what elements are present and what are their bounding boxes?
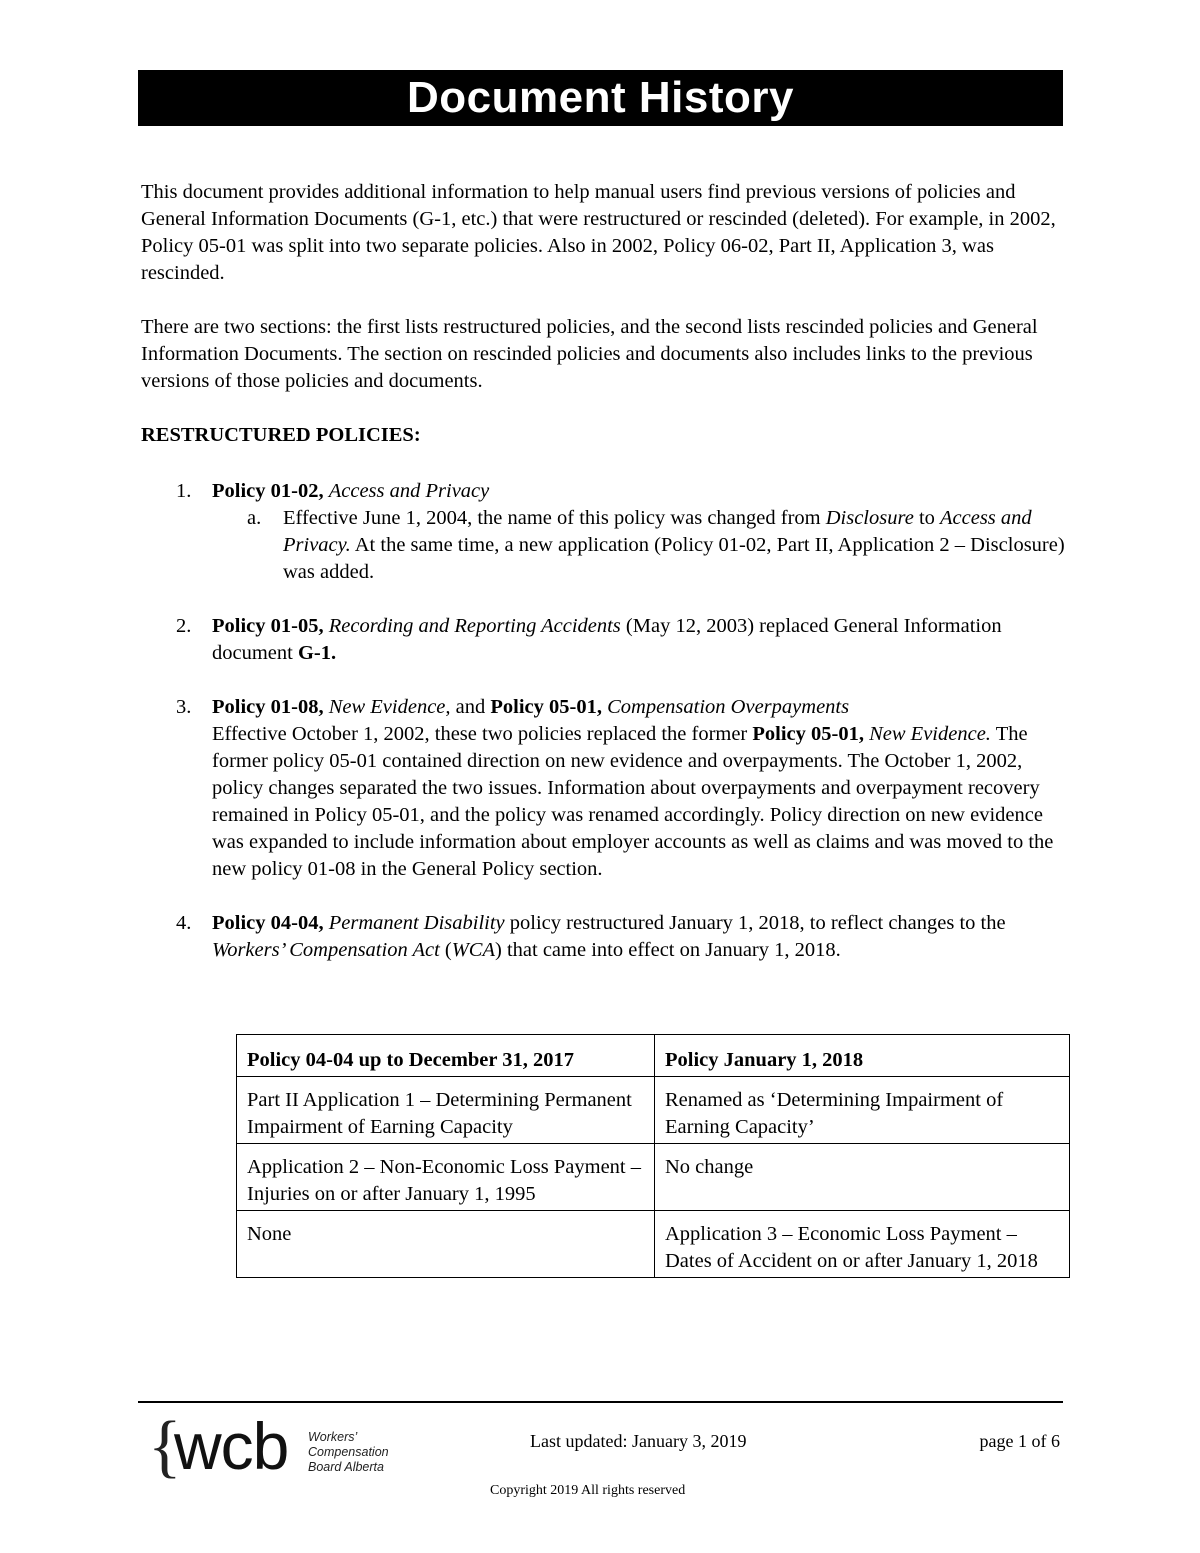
- intro-paragraph-2: There are two sections: the first lists restructured policies, and the second lists rescinded policies and General Information Documents. The section on rescinded policies and documents also includes links to the previous versions of those policies and documents.: [141, 316, 1038, 392]
- section-heading: RESTRUCTURED POLICIES:: [141, 424, 421, 446]
- table-cell: Part II Application 1 – Determining Permanent Impairment of Earning Capacity: [237, 1077, 655, 1144]
- sub-text: At the same time, a new application (Policy 01-02, Part II, Application 2 – Disclosure) was added.: [283, 534, 1065, 583]
- list-item: [141, 478, 1066, 586]
- table-row: [237, 1144, 1070, 1211]
- list-item: [141, 910, 1066, 964]
- item-number: 2.: [176, 615, 192, 637]
- org-line: Workers’: [308, 1430, 358, 1444]
- logo-text: wcb: [174, 1409, 289, 1483]
- policy-id: Policy 01-05,: [212, 615, 324, 637]
- item-number: 3.: [176, 696, 192, 718]
- policy-id: Policy 04-04,: [212, 912, 324, 934]
- table-cell: Application 3 – Economic Loss Payment – Dates of Accident on or after January 1, 2018: [655, 1211, 1070, 1278]
- copyright: Copyright 2019 All rights reserved: [490, 1483, 686, 1498]
- item-number: 4.: [176, 912, 192, 934]
- table-row: [237, 1211, 1070, 1278]
- item-text: policy restructured January 1, 2018, to reflect changes to the: [509, 912, 1006, 934]
- item-text: The former policy 05-01 contained direction on new evidence and overpayments. The October 1, 2002, policy changes separated the two issues. Information about overpayments and overpayment recovery remained in Policy 05-01, and the policy was renamed accordingly. Policy direction on new evidence was expanded to include information about employer accounts as well as claims and was moved to the new policy 01-08 in the General Policy section.: [212, 723, 1054, 880]
- document-ref: G-1.: [297, 642, 337, 664]
- last-updated: Last updated: January 3, 2019: [530, 1431, 747, 1451]
- list-item: [141, 694, 1066, 883]
- org-line: Compensation: [308, 1445, 389, 1459]
- sub-item-label: a.: [247, 507, 262, 529]
- policy-name: Access and Privacy: [328, 480, 490, 502]
- policy-id: Policy 05-01,: [752, 723, 864, 745]
- policy-name: Permanent Disability: [328, 912, 505, 934]
- policy-name: New Evidence.: [869, 723, 991, 745]
- item-text: (: [444, 939, 452, 961]
- organization-name: [308, 1430, 389, 1475]
- table-row: [237, 1077, 1070, 1144]
- page-title: Document History: [138, 70, 1063, 126]
- table-header: Policy 04-04 up to December 31, 2017: [237, 1035, 655, 1077]
- act-name: Workers’ Compensation Act: [212, 939, 440, 961]
- wcb-logo: [148, 1408, 413, 1487]
- list-item: [141, 613, 1066, 667]
- policy-name: Recording and Reporting Accidents: [328, 615, 621, 637]
- old-name: Disclosure: [825, 507, 914, 529]
- table-header-row: [237, 1035, 1070, 1077]
- policy-name: New Evidence,: [328, 696, 451, 718]
- table-cell: Renamed as ‘Determining Impairment of Earning Capacity’: [655, 1077, 1070, 1144]
- table-cell: Application 2 – Non-Economic Loss Payment – Injuries on or after January 1, 1995: [237, 1144, 655, 1211]
- policy-id: Policy 05-01,: [490, 696, 602, 718]
- policy-id: Policy 01-02,: [212, 480, 324, 502]
- item-text: Effective October 1, 2002, these two policies replaced the former: [212, 723, 748, 745]
- footer-divider: [138, 1401, 1063, 1403]
- item-number: 1.: [176, 480, 192, 502]
- sub-text: to: [918, 507, 935, 529]
- item-text: and: [455, 696, 486, 718]
- item-text: (May 12, 2003) replaced General Information document: [212, 615, 1002, 664]
- sub-text: Effective June 1, 2004, the name of this policy was changed from: [283, 507, 821, 529]
- sub-item: [212, 505, 1066, 586]
- policy-name: Compensation Overpayments: [607, 696, 850, 718]
- new-name: Access and Privacy.: [283, 507, 1032, 556]
- item-text: ) that came into effect on January 1, 2018.: [495, 939, 841, 961]
- org-line: Board Alberta: [308, 1460, 384, 1474]
- policy-comparison-table: [236, 1034, 1070, 1278]
- page-number: page 1 of 6: [979, 1431, 1060, 1451]
- table-cell: None: [237, 1211, 655, 1278]
- alberta-outline-icon: {: [148, 1408, 182, 1485]
- restructured-list: [141, 478, 1066, 991]
- act-abbreviation: WCA: [451, 939, 496, 961]
- table-header: Policy January 1, 2018: [655, 1035, 1070, 1077]
- table-cell: No change: [655, 1144, 1070, 1211]
- policy-id: Policy 01-08,: [212, 696, 324, 718]
- intro-paragraph-1: This document provides additional information to help manual users find previous versions of policies and General Information Documents (G-1, etc.) that were restructured or rescinded (deleted). For example, in 2002, Policy 05-01 was split into two separate policies. Also in 2002, Policy 06-02, Part II, Application 3, was rescinded.: [141, 181, 1056, 284]
- intro: [141, 179, 1066, 422]
